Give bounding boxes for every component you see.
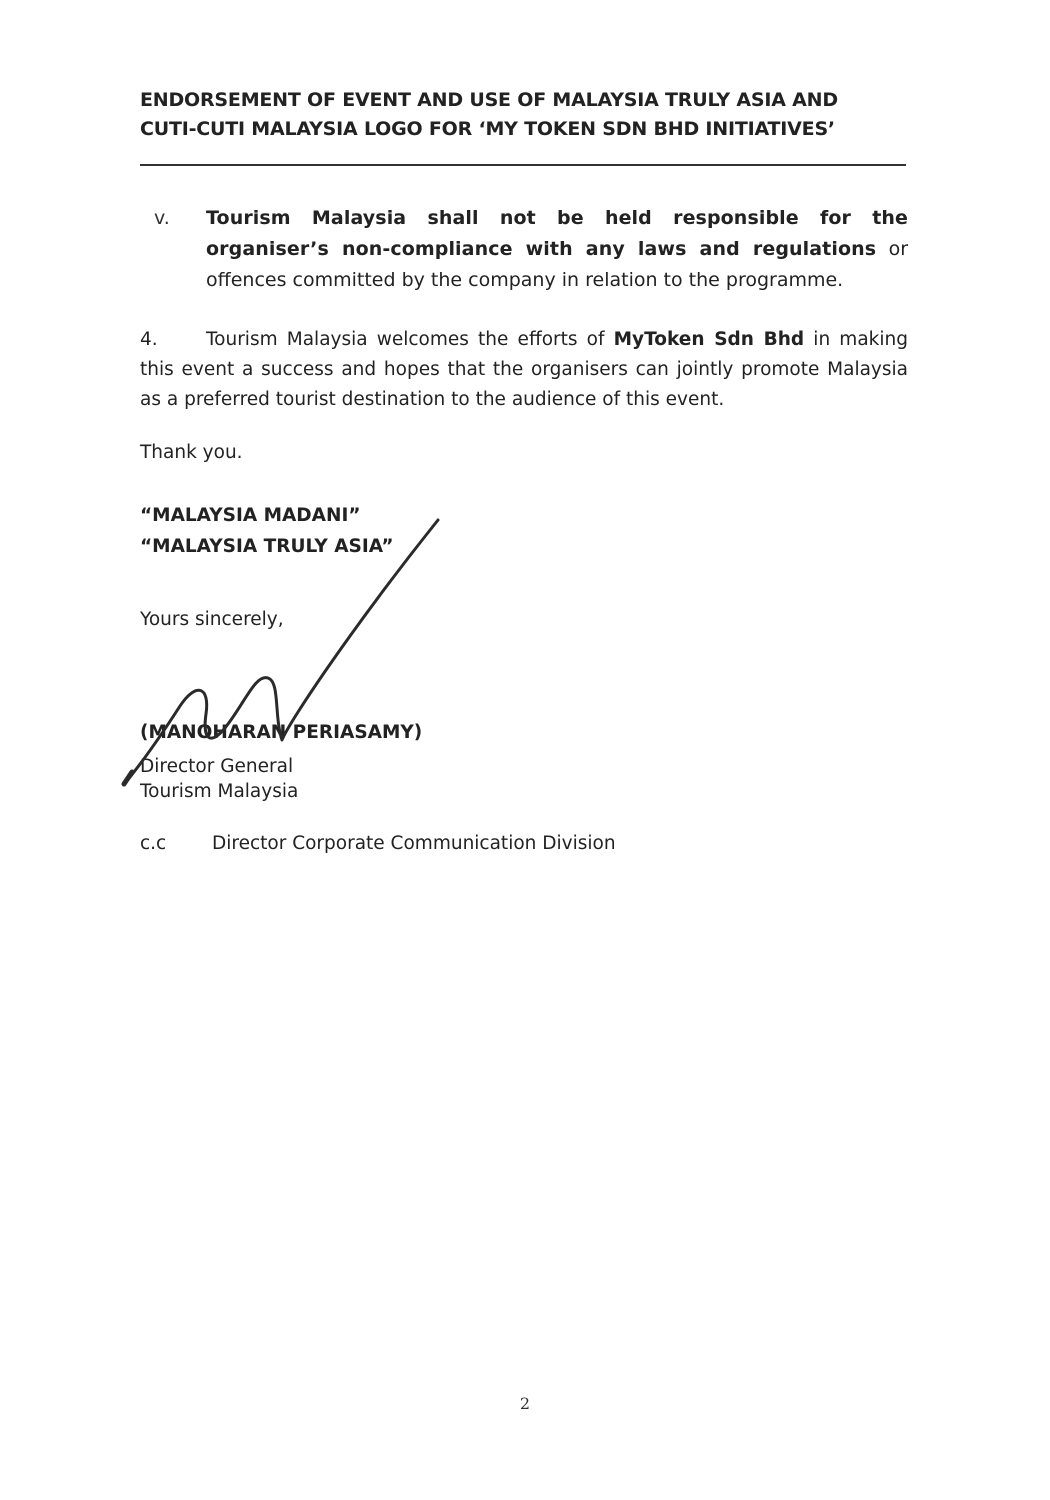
heading-line-2: CUTI-CUTI MALAYSIA LOGO FOR ‘MY TOKEN SDN BHD INITIATIVES’ [140, 118, 835, 140]
paragraph-number: 4. [140, 329, 158, 350]
list-item-body [206, 203, 908, 296]
page-number: 2 [519, 1394, 531, 1413]
slogan-madani: “MALAYSIA MADANI” [140, 505, 361, 526]
company-name: MyToken Sdn Bhd [613, 329, 805, 350]
slogan-truly-asia: “MALAYSIA TRULY ASIA” [140, 536, 394, 557]
document-heading [140, 86, 920, 144]
cc-label: c.c [140, 833, 167, 854]
thanks-line: Thank you. [140, 442, 243, 463]
paragraph-text-before: Tourism Malaysia welcomes the efforts of [206, 329, 614, 350]
list-item-v [140, 203, 908, 296]
carbon-copy-line [140, 833, 616, 854]
signatory-name: (MANOHARAN PERIASAMY) [140, 722, 423, 743]
closing-salutation: Yours sincerely, [140, 609, 284, 630]
list-item-number: v. [154, 207, 170, 229]
paragraph-text-after: in making this event a success and hopes that the organisers can jointly promote Malaysia as a preferred tourist destination to the audience of this event. [140, 329, 908, 410]
heading-divider [140, 164, 906, 166]
heading-line-1: ENDORSEMENT OF EVENT AND USE OF MALAYSIA TRULY ASIA AND [140, 89, 838, 111]
signatory-organisation: Tourism Malaysia [140, 781, 299, 802]
signatory-title: Director General [140, 756, 294, 777]
paragraph-4 [140, 325, 908, 415]
cc-recipient: Director Corporate Communication Division [212, 833, 616, 854]
list-item-bold-text: Tourism Malaysia shall not be held responsible for the organiser’s non-compliance with any laws and regulations [206, 207, 908, 260]
list-item-regular-text: or offences committed by the company in relation to the programme. [206, 238, 909, 291]
handwritten-signature [110, 510, 460, 810]
